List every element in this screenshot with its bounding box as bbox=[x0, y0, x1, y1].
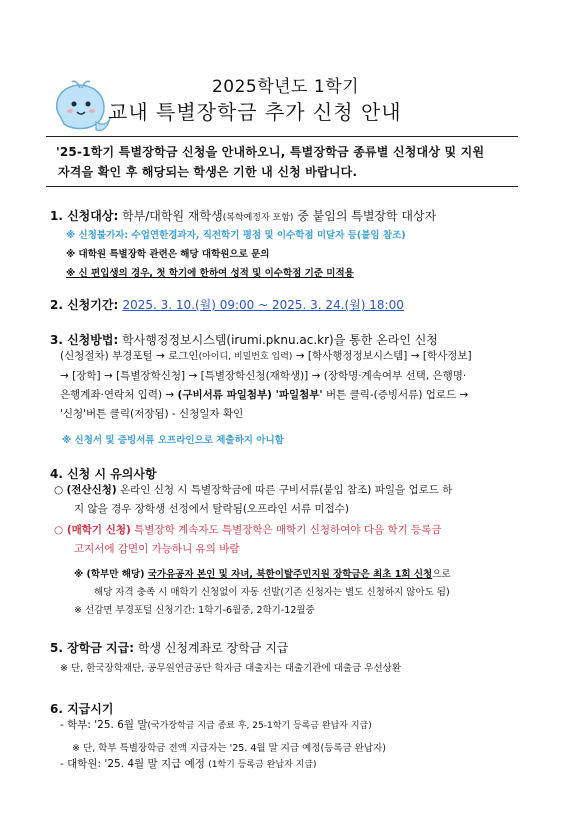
title-line2: 교내 특별장학금 추가 신청 안내 bbox=[108, 100, 402, 124]
section5-heading: 5. 장학금 지급: 학생 신청계좌로 장학금 지급 bbox=[50, 641, 289, 655]
title-line1: 2025학년도 1학기 bbox=[211, 77, 360, 97]
section4-note2: ※ 선감면 부경포털 신청기간: 1학기-6월중, 2학기-12월중 bbox=[74, 605, 315, 616]
procedure-line3: 은행계좌·연락처 입력) → (구비서류 파일첨부) '파일첨부' 버튼 클릭-(증빙서류) 업로드 → bbox=[60, 389, 469, 401]
intro-line1: '25-1학기 특별장학금 신청을 안내하오니, 특별장학금 종류별 신청대상 및 지원 bbox=[56, 145, 485, 159]
intro-text bbox=[56, 142, 516, 182]
procedure-line4: '신청'버튼 클릭(저장됨) - 신청일자 확인 bbox=[60, 408, 244, 420]
application-period: 2025. 3. 10.(월) 09:00 ~ 2025. 3. 24.(월) 18:00 bbox=[122, 298, 404, 312]
section6-line1: - 학부: '25. 6월 말(국가장학금 지급 종료 후, 25-1학기 등록금 완납자 지급) bbox=[60, 719, 372, 731]
section4-bullet2: ○ (매학기 신청) 특별장학 계속자도 특별장학은 매학기 신청하여야 다음 학기 등록금 고지서에 감면이 가능하니 유의 바람 bbox=[54, 524, 442, 555]
section4-bullet1: ○ (전산신청) 온라인 신청 시 특별장학금에 따른 구비서류(붙임 참조) 파일을 업로드 하 지 않을 경우 장학생 선정에서 탈락됨(오프라인 서류 미접수) bbox=[54, 484, 453, 515]
section1-note3: ※ 신 편입생의 경우, 첫 학기에 한하여 성적 및 이수학점 기준 미적용 bbox=[66, 268, 354, 279]
section2-heading: 2. 신청기간: 2025. 3. 10.(월) 09:00 ~ 2025. 3. 24.(월) 18:00 bbox=[50, 298, 404, 312]
section6-line2: ※ 단, 학부 특별장학금 전액 지급자는 '25. 4월 말 지급 예정(등록금 완납자) bbox=[72, 743, 386, 754]
section3-note: ※ 신청서 및 증빙서류 오프라인으로 제출하지 아니함 bbox=[62, 435, 284, 446]
section5-note: ※ 단, 한국장학재단, 공무원연금공단 학자금 대출자는 대출기관에 대출금 우선상환 bbox=[60, 663, 401, 674]
procedure-line2: → [장학] → [특별장학신청] → [특별장학신청(재학생)] → (장학명·계속여부 선택, 은행명· bbox=[60, 370, 467, 382]
section3-heading: 3. 신청방법: 학사행정정보시스템(irumi.pknu.ac.kr)을 통한 온라인 신청 bbox=[50, 333, 438, 347]
procedure-line1: (신청절차) 부경포털 → 로그인(아이디, 비밀번호 입력) → [학사행정정보시스템] → [학사정보] bbox=[60, 350, 472, 362]
section1-heading: 1. 신청대상: 학부/대학원 재학생(복학예정자 포함) 중 붙임의 특별장학 대상자 bbox=[50, 209, 437, 223]
section4-heading: 4. 신청 시 유의사항 bbox=[50, 467, 157, 481]
section3-procedure bbox=[60, 347, 522, 424]
section4-note1: ※ (학부만 해당) 국가유공자 본인 및 자녀, 북한이탈주민지원 장학금은 최초 1회 신청으로 해당 자격 충족 시 매학기 신청없이 자동 선발(기존 신청자는 별도 신청하지 않아도 됨) bbox=[74, 569, 451, 598]
section1-note1: ※ 신청불가자: 수업연한경과자, 직전학기 평점 및 이수학점 미달자 등(붙임 참조) bbox=[66, 230, 406, 241]
intro-line2: 자격을 확인 후 해당되는 학생은 기한 내 신청 바랍니다. bbox=[58, 165, 358, 179]
section6-heading: 6. 지급시기 bbox=[50, 702, 114, 716]
section6-line3: - 대학원: '25. 4월 말 지급 예정 (1학기 등록금 완납자 지급) bbox=[60, 758, 317, 770]
section1-note2: ※ 대학원 특별장학 관련은 해당 대학원으로 문의 bbox=[66, 249, 270, 260]
